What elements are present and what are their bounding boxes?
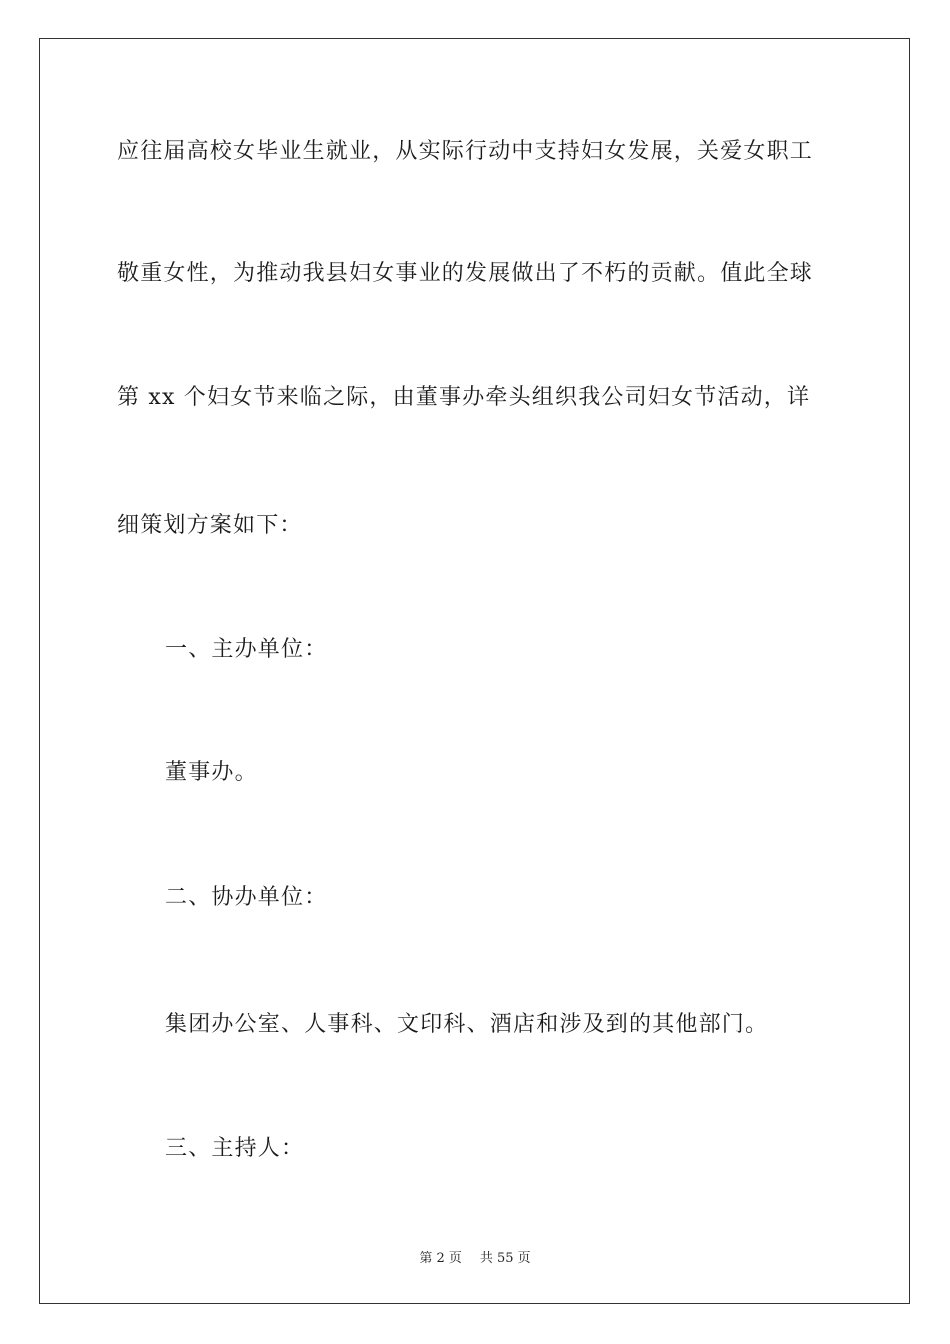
paragraph-line: 第 xx 个妇女节来临之际，由董事办牵头组织我公司妇女节活动，详 xyxy=(117,385,811,410)
paragraph-line: 细策划方案如下： xyxy=(117,513,303,538)
paragraph-line: 应往届高校女毕业生就业，从实际行动中支持妇女发展，关爱女职工 xyxy=(117,139,814,164)
section-heading-co-organizer: 二、协办单位： xyxy=(165,885,328,910)
paragraph-line: 敬重女性，为推动我县妇女事业的发展做出了不朽的贡献。值此全球 xyxy=(117,261,814,286)
page-number: 第 2 页 xyxy=(419,1251,462,1266)
page-frame xyxy=(39,38,910,1304)
section-heading-organizer: 一、主办单位： xyxy=(165,637,328,662)
organizer-value: 董事办。 xyxy=(165,760,258,785)
page-total: 共 55 页 xyxy=(479,1251,531,1266)
page-footer xyxy=(0,1247,950,1266)
section-heading-host: 三、主持人： xyxy=(165,1136,305,1161)
co-organizer-value: 集团办公室、人事科、文印科、酒店和涉及到的其他部门。 xyxy=(165,1012,769,1037)
